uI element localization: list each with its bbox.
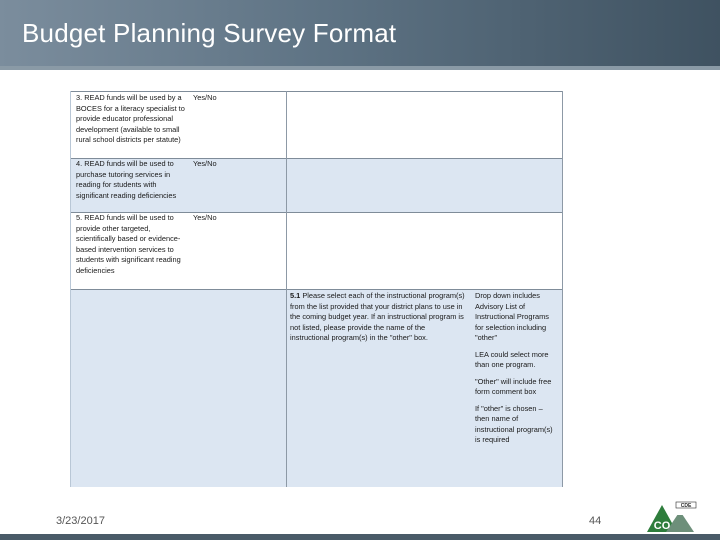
question-cell: 5. READ funds will be used to provide other targeted, scientifically based or evidence-based intervention services to students with significant reading deficiencies [76,213,181,275]
question-cell: 3. READ funds will be used by a BOCES for a literacy specialist to provide educator professional development (available to small rural school districts per statute) [76,93,185,144]
subquestion-cell [290,291,466,344]
answer-cell: Yes/No [193,93,217,102]
bottom-bar [0,534,720,540]
table-row [71,289,563,487]
logo-text: CO [653,520,671,532]
divider [71,212,563,213]
note-text: If "other" is chosen – then name of instructional program(s) is required [475,403,553,444]
note-text: Drop down includes Advisory List of Instructional Programs for selection including "other" [475,291,549,342]
notes-cell [475,291,559,446]
divider [71,158,563,159]
divider [562,91,563,487]
table-row [71,158,563,212]
logo-label: CDE [680,503,692,509]
question-cell: 4. READ funds will be used to purchase tutoring services in reading for students with significant reading deficiencies [76,159,177,200]
subquestion-text: Please select each of the instructional program(s) from the list provided that your district plans to use in the coming budget year. If an instructional program is not listed, please provide the name of the instructional program(s) in the "other" box. [290,291,465,342]
note-text: "Other" will include free form comment box [475,376,552,396]
title-bar [0,0,720,66]
table-row [71,91,563,158]
cde-logo-icon [646,501,698,533]
slide-date: 3/23/2017 [56,515,105,527]
divider [71,289,563,290]
slide-title: Budget Planning Survey Format [22,18,397,48]
table-row [71,212,563,289]
divider [286,91,287,487]
page-number: 44 [589,515,602,527]
note-text: LEA could select more than one program. [475,349,549,369]
answer-cell: Yes/No [193,213,217,222]
divider [71,91,563,92]
survey-table-image [70,91,562,487]
subquestion-number: 5.1 [290,291,301,300]
answer-cell: Yes/No [193,159,217,168]
